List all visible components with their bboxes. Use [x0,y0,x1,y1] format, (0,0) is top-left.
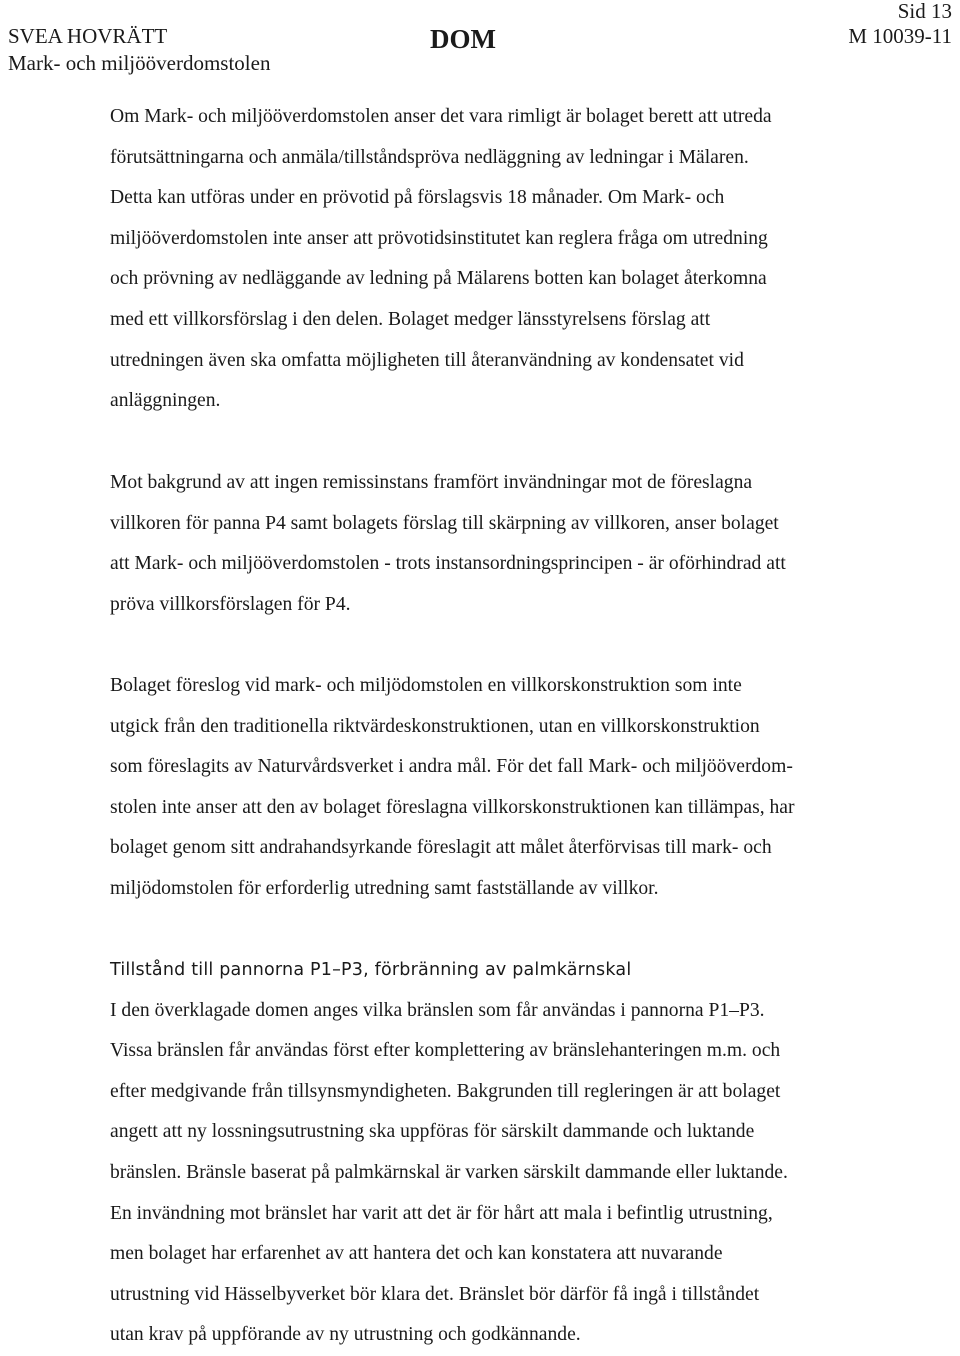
text-line: Mot bakgrund av att ingen remissinstans framfört invändningar mot de föreslagna [110,472,753,493]
text-line: I den överklagade domen anges vilka bränslen som får användas i pannorna P1–P3. [110,999,765,1021]
text-line: men bolaget har erfarenhet av att hantera det och kan konstatera att nuvarande [110,1243,723,1265]
paragraph-villkorskonstruktion [110,666,910,910]
text-line: utredningen även ska omfatta möjligheten till återanvändning av kondensatet vid [110,349,744,371]
case-number: M 10039-11 [848,24,952,48]
document-type: DOM [430,24,496,54]
text-line: förutsättningarna och anmäla/tillståndspröva nedläggning av ledningar i Mälaren. [110,146,749,168]
text-line: miljödomstolen för erforderlig utredning samt fastställande av villkor. [110,877,659,899]
text-line: pröva villkorsförslagen för P4. [110,593,351,615]
text-line: som föreslagits av Naturvårdsverket i andra mål. För det fall Mark- och miljööverdom- [110,756,793,778]
text-line: utrustning vid Hässelbyverket bör klara det. Bränslet bör därför få ingå i tillståndet [110,1283,760,1305]
text-line: Bolaget föreslog vid mark- och miljödomstolen en villkorskonstruktion som inte [110,675,742,696]
text-line: bolaget genom sitt andrahandsyrkande föreslagit att målet återförvisas till mark- och [110,837,772,859]
text-line: angett att ny lossningsutrustning ska uppföras för särskilt dammande och luktande [110,1121,755,1143]
paragraph-palmkarnskal [110,950,910,1356]
text-line: efter medgivande från tillsynsmyndigheten. Bakgrunden till regleringen är att bolaget [110,1080,781,1102]
text-line: bränslen. Bränsle baserat på palmkärnskal är varken särskilt dammande eller luktande. [110,1161,788,1183]
paragraph-prövotid [110,97,910,422]
text-line: stolen inte anser att den av bolaget föreslagna villkorskonstruktionen kan tillämpas, har [110,796,795,818]
text-line: anläggningen. [110,390,221,412]
text-line: Om Mark- och miljööverdomstolen anser det vara rimligt är bolaget berett att utreda [110,106,772,127]
text-line: och prövning av nedläggande av ledning på Mälarens botten kan bolaget återkomna [110,268,767,290]
text-line: med ett villkorsförslag i den delen. Bolaget medger länsstyrelsens förslag att [110,308,711,330]
section-heading: Tillstånd till pannorna P1–P3, förbränning av palmkärnskal [110,960,632,980]
page-number: Sid 13 [897,0,952,23]
text-line: Vissa bränslen får användas först efter komplettering av bränslehanteringen m.m. och [110,1040,781,1062]
paragraph-villkor-p4 [110,463,910,625]
text-line: att Mark- och miljööverdomstolen - trots instansordningsprincipen - är oförhindrad att [110,553,786,575]
text-line: villkoren för panna P4 samt bolagets förslag till skärpning av villkoren, anser bolaget [110,512,779,534]
text-line: utan krav på uppförande av ny utrustning och godkännande. [110,1324,581,1346]
court-division: Mark- och miljööverdomstolen [8,51,271,75]
text-line: utgick från den traditionella riktvärdeskonstruktionen, utan en villkorskonstruktion [110,715,760,737]
court-name: SVEA HOVRÄTT [8,24,168,48]
text-line: En invändning mot bränslet har varit att det är för hårt att mala i befintlig utrustning, [110,1202,773,1224]
text-line: Detta kan utföras under en prövotid på förslagsvis 18 månader. Om Mark- och [110,187,725,209]
text-line: miljööverdomstolen inte anser att prövotidsinstitutet kan reglera fråga om utredning [110,227,768,249]
